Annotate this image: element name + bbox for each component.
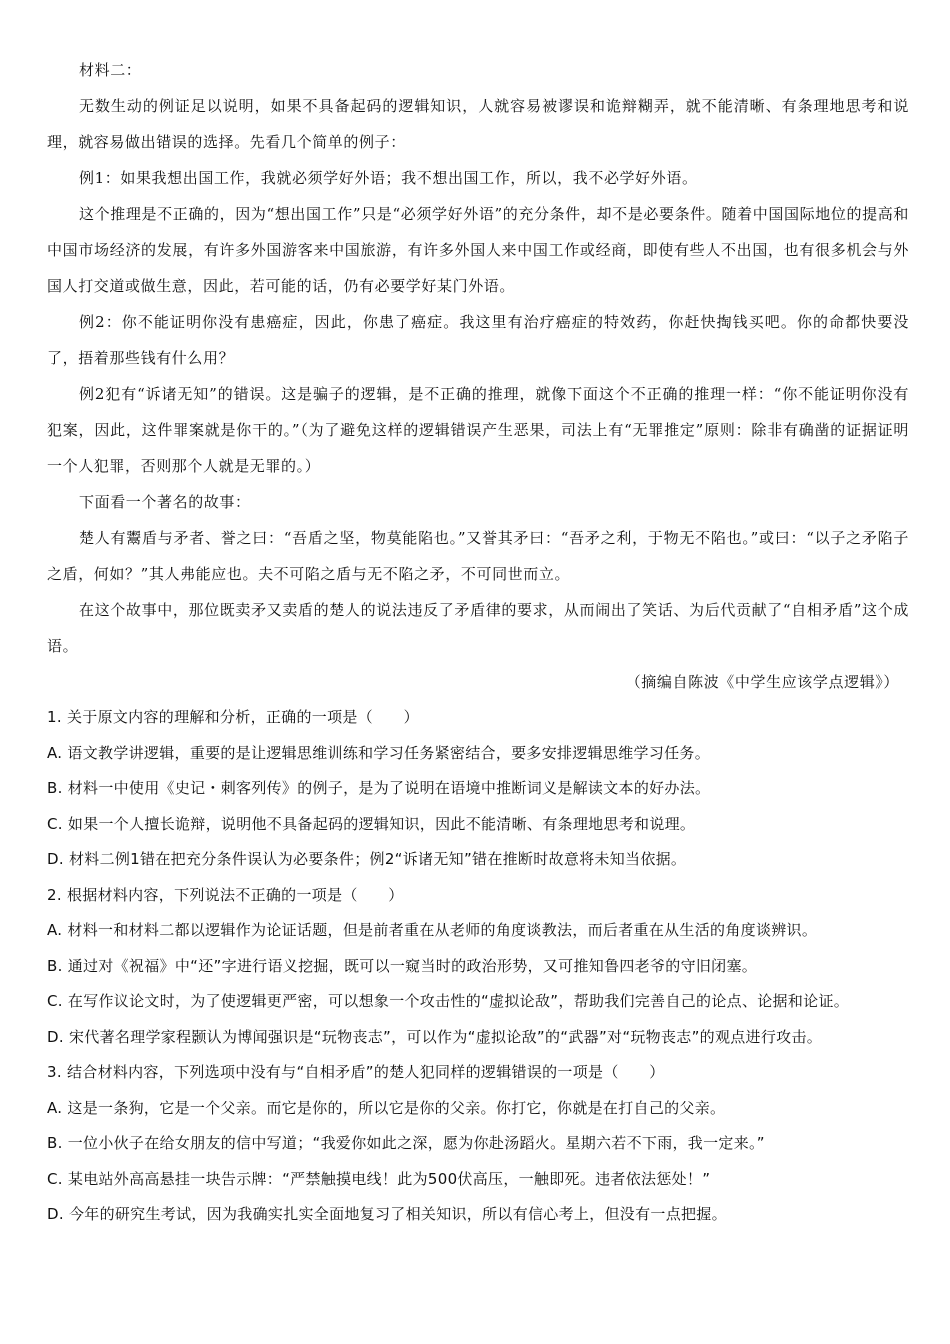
- document-page: [47, 52, 909, 1233]
- option-b: B. 通过对《祝福》中“还”字进行语义挖掘，既可以一窥当时的政治形势，又可推知鲁四老爷的守旧闭塞。: [47, 956, 758, 975]
- question-stem: 3. 结合材料内容，下列选项中没有与“自相矛盾”的楚人犯同样的逻辑错误的一项是（ ）: [47, 1063, 665, 1081]
- paragraph: 这个推理是不正确的，因为“想出国工作”只是“必须学好外语”的充分条件，却不是必要条件。随着中国国际地位的提高和中国市场经济的发展，有许多外国游客来中国旅游，有许多外国人来中国工作或经商，即使有些人不出国，也有很多机会与外国人打交道或做生意，因此，若可能的话，仍有必要学好某门外语。: [47, 205, 909, 295]
- source-citation: （摘编自陈波《中学生应该学点逻辑》）: [625, 673, 899, 691]
- option-c: C. 如果一个人擅长诡辩，说明他不具备起码的逻辑知识，因此不能清晰、有条理地思考和说理。: [47, 814, 696, 833]
- paragraph: 无数生动的例证足以说明，如果不具备起码的逻辑知识，人就容易被谬误和诡辩糊弄，就不能清晰、有条理地思考和说理，就容易做出错误的选择。先看几个简单的例子：: [47, 97, 909, 151]
- option-c: C. 某电站外高高悬挂一块告示牌：“严禁触摸电线！此为500伏高压，一触即死。违者依法惩处！”: [47, 1169, 711, 1188]
- paragraph: 例1：如果我想出国工作，我就必须学好外语；我不想出国工作，所以，我不必学好外语。: [79, 169, 698, 187]
- option-a: A. 语文教学讲逻辑，重要的是让逻辑思维训练和学习任务紧密结合，要多安排逻辑思维学习任务。: [47, 743, 711, 762]
- material-heading: 材料二：: [79, 61, 142, 79]
- paragraph: 例2：你不能证明你没有患癌症，因此，你患了癌症。我这里有治疗癌症的特效药，你赶快掏钱买吧。你的命都快要没了，捂着那些钱有什么用？: [47, 313, 909, 367]
- question-stem: 2. 根据材料内容，下列说法不正确的一项是（ ）: [47, 885, 404, 904]
- paragraph: 例2犯有“诉诸无知”的错误。这是骗子的逻辑，是不正确的推理，就像下面这个不正确的推理一样：“你不能证明你没有犯案，因此，这件罪案就是你干的。”（为了避免这样的逻辑错误产生恶果，司法上有“无罪推定”原则：除非有确凿的证据证明一个人犯罪，否则那个人就是无罪的。）: [47, 385, 909, 475]
- option-d: D. 材料二例1错在把充分条件误认为必要条件；例2“诉诸无知”错在推断时故意将未知当依据。: [47, 850, 687, 868]
- option-a: A. 材料一和材料二都以逻辑作为论证话题，但是前者重在从老师的角度谈教法，而后者重在从生活的角度谈辨识。: [47, 921, 818, 939]
- option-c: C. 在写作议论文时，为了使逻辑更严密，可以想象一个攻击性的“虚拟论敌”，帮助我们完善自己的论点、论据和论证。: [47, 992, 850, 1010]
- option-a: A. 这是一条狗，它是一个父亲。而它是你的，所以它是你的父亲。你打它，你就是在打自己的父亲。: [47, 1098, 726, 1117]
- option-b: B. 材料一中使用《史记・刺客列传》的例子，是为了说明在语境中推断词义是解读文本的好办法。: [47, 779, 711, 797]
- paragraph: 楚人有鬻盾与矛者、誉之曰：“吾盾之坚，物莫能陷也。”又誉其矛曰：“吾矛之利，于物无不陷也。”或曰：“以子之矛陷子之盾，何如？”其人弗能应也。夫不可陷之盾与无不陷之矛，不可同世而立。: [47, 529, 909, 583]
- paragraph: 在这个故事中，那位既卖矛又卖盾的楚人的说法违反了矛盾律的要求，从而闹出了笑话、为后代贡献了“自相矛盾”这个成语。: [47, 601, 909, 655]
- question-stem: 1. 关于原文内容的理解和分析，正确的一项是（ ）: [47, 708, 419, 726]
- option-d: D. 今年的研究生考试，因为我确实扎实全面地复习了相关知识，所以有信心考上，但没有一点把握。: [47, 1205, 727, 1223]
- option-d: D. 宋代著名理学家程颢认为博闻强识是“玩物丧志”，可以作为“虚拟论敌”的“武器”对“玩物丧志”的观点进行攻击。: [47, 1027, 823, 1046]
- paragraph: 下面看一个著名的故事：: [79, 493, 251, 511]
- option-b: B. 一位小伙子在给女朋友的信中写道；“我爱你如此之深，愿为你赴汤蹈火。星期六若不下雨，我一定来。”: [47, 1134, 765, 1152]
